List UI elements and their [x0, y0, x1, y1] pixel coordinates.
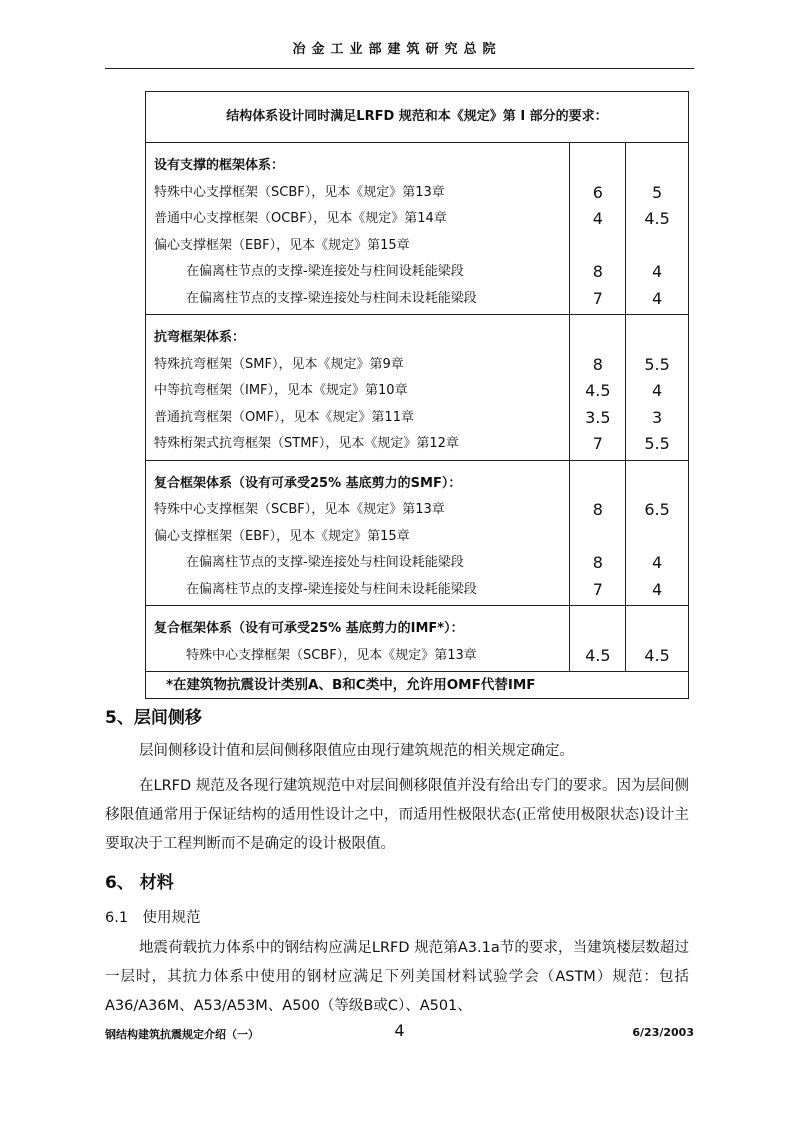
footer-date: 6/23/2003 [632, 1026, 694, 1039]
system-label: 特殊抗弯框架（SMF），见本《规定》第9章 [154, 356, 404, 372]
group-title: 抗弯框架体系： [154, 330, 246, 345]
system-label: 偏心支撑框架（EBF），见本《规定》第15章 [154, 237, 410, 253]
value-col-2: 3 [652, 407, 663, 427]
value-col-1: 7 [592, 434, 603, 453]
value-col-1 [570, 233, 625, 260]
value-col-2: 5 [652, 182, 663, 202]
table-group [146, 143, 689, 315]
value-col-1: 4.5 [585, 645, 611, 665]
table-footnote: *在建筑物抗震设计类别A、B和C类中，允许用OMF代替IMF [146, 672, 689, 699]
value-col-2: 6.5 [644, 500, 670, 519]
value-col-1: 6 [592, 182, 603, 202]
section-5-para-1: 层间侧移设计值和层间侧移限值应由现行建筑规范的相关规定确定。 [139, 743, 574, 759]
system-label: 普通中心支撑框架（OCBF），见本《规定》第14章 [154, 211, 447, 226]
system-label: 在偏离柱节点的支撑-梁连接处与柱间未设耗能梁段 [186, 290, 477, 306]
value-col-2: 4 [652, 262, 663, 281]
seismic-system-table [145, 91, 689, 699]
system-label: 在偏离柱节点的支撑-梁连接处与柱间未设耗能梁段 [186, 581, 477, 597]
value-col-1: 3.5 [585, 407, 611, 427]
footer-doc-title: 钢结构建筑抗震规定介绍（一） [105, 1028, 259, 1041]
system-label: 特殊中心支撑框架（SCBF），见本《规定》第13章 [154, 502, 445, 517]
value-col-1 [570, 524, 625, 551]
value-col-2: 4 [652, 579, 663, 599]
value-col-2: 4 [652, 288, 663, 308]
value-col-1: 8 [592, 262, 603, 281]
group-title: 复合框架体系（设有可承受25% 基底剪力的IMF*）： [154, 621, 464, 636]
group-title: 设有支撑的框架体系： [154, 158, 285, 173]
system-label: 普通抗弯框架（OMF），见本《规定》第11章 [154, 409, 414, 425]
section-6-para-1: 地震荷载抗力体系中的钢结构应满足LRFD 规范第A3.1a节的要求，当建筑楼层数超过一层时，其抗力体系中使用的钢材应满足下列美国材料试验学会（ASTM）规范：包括A36/A36M、A53/A53M、A500（等级B或C）、A501、 [105, 940, 689, 1014]
section-5-para-2: 在LRFD 规范及各现行建筑规范中对层间侧移限值并没有给出专门的要求。因为层间侧移限值通常用于保证结构的适用性设计之中，而适用性极限状态(正常使用极限状态)设计主要取决于工程判断而不是确定的设计极限值。 [105, 778, 689, 852]
group-title: 复合框架体系（设有可承受25% 基底剪力的SMF）： [154, 475, 462, 491]
value-col-1: 7 [592, 288, 603, 308]
header-rule [105, 68, 694, 69]
page-header: 冶金工业部建筑研究总院 [292, 42, 502, 57]
value-col-1: 4 [592, 209, 603, 228]
system-label: 特殊桁架式抗弯框架（STMF），见本《规定》第12章 [154, 436, 459, 451]
value-col-2: 5.5 [644, 434, 670, 453]
value-col-2: 5.5 [644, 354, 670, 374]
section-5-heading: 5、层间侧移 [105, 708, 202, 728]
value-col-2: 4.5 [644, 645, 670, 665]
value-col-1: 8 [592, 500, 603, 519]
value-col-2: 4.5 [644, 209, 670, 228]
section-6-1-heading: 6.1 使用规范 [105, 910, 201, 926]
value-col-2 [626, 524, 688, 551]
system-label: 在偏离柱节点的支撑-梁连接处与柱间设耗能梁段 [186, 555, 464, 570]
value-col-1: 8 [592, 553, 603, 572]
section-6-heading: 6、 材料 [105, 873, 174, 893]
system-label: 特殊中心支撑框架（SCBF），见本《规定》第13章 [186, 647, 477, 663]
value-col-1: 4.5 [585, 381, 611, 400]
value-col-1: 8 [592, 354, 603, 374]
system-label: 中等抗弯框架（IMF），见本《规定》第10章 [154, 383, 408, 398]
system-label: 特殊中心支撑框架（SCBF），见本《规定》第13章 [154, 184, 445, 200]
system-label: 在偏离柱节点的支撑-梁连接处与柱间设耗能梁段 [186, 264, 464, 279]
system-label: 偏心支撑框架（EBF），见本《规定》第15章 [154, 528, 410, 544]
table-group [146, 315, 689, 461]
value-col-1: 7 [592, 579, 603, 599]
value-col-2: 4 [652, 381, 663, 400]
table-heading: 结构体系设计同时满足LRFD 规范和本《规定》第 I 部分的要求： [146, 92, 689, 143]
table-group [146, 460, 689, 606]
value-col-2 [626, 233, 688, 260]
value-col-2: 4 [652, 553, 663, 572]
page-number: 4 [394, 1021, 405, 1040]
table-group [146, 606, 689, 672]
